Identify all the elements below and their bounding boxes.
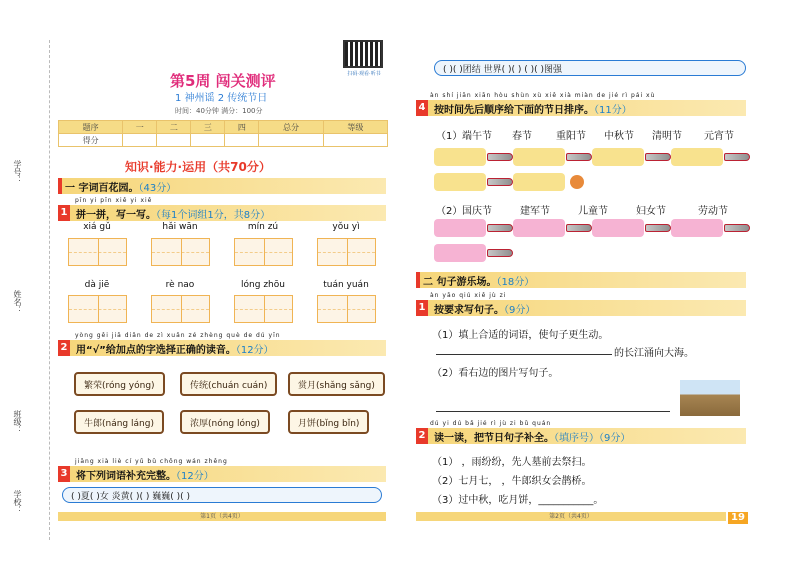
- festival: 儿童节: [578, 206, 608, 217]
- festival: 建军节: [520, 206, 550, 217]
- time-score-meta: 时间：40分钟 满分：100分: [175, 107, 263, 115]
- festival: 元宵节: [704, 131, 734, 142]
- writing-grid[interactable]: [234, 238, 293, 266]
- pronunciation-option[interactable]: 浓厚(nóng lóng): [180, 410, 270, 434]
- festival: 国庆节: [462, 206, 492, 217]
- q6-points: （填序号）（9分）: [554, 433, 631, 444]
- score-row-label: 得分: [59, 134, 123, 147]
- q5-sub1-tail: 的长江涌向大海。: [614, 348, 694, 359]
- page-number: 19: [728, 512, 748, 524]
- part2-header: [416, 272, 746, 288]
- q1-header: [58, 205, 386, 221]
- q4-group1-label: （1）: [436, 131, 463, 142]
- q1-word-pinyin: rè nao: [165, 280, 195, 290]
- pronunciation-option[interactable]: 赏月(shǎng sǎng): [288, 372, 385, 396]
- answer-slot[interactable]: [513, 173, 565, 191]
- q2-points: （12分）: [235, 345, 274, 356]
- score-cell[interactable]: [191, 134, 225, 147]
- name-label: 姓名：: [13, 290, 22, 314]
- rocket-icon: [724, 224, 750, 232]
- score-header: 总分: [259, 121, 323, 134]
- rocket-icon: [487, 249, 513, 257]
- writing-grid[interactable]: [68, 295, 127, 323]
- rocket-icon: [645, 224, 671, 232]
- answer-slot[interactable]: [434, 219, 486, 237]
- q5-sub1: （1）填上合适的词语，使句子更生动。: [432, 330, 609, 341]
- q2-number: 2: [58, 340, 70, 356]
- pronunciation-option[interactable]: 月饼(bǐng bǐn): [288, 410, 369, 434]
- answer-line[interactable]: [436, 345, 612, 355]
- q6-header: [416, 428, 746, 444]
- writing-grid[interactable]: [317, 238, 376, 266]
- q4-pinyin: àn shí jiān xiān hòu shùn xù xiě xià miàn de jié rì pái xù: [430, 92, 656, 99]
- q1-word-pinyin: yǒu yì: [332, 222, 360, 232]
- q3-pinyin: jiāng xià liè cí yǔ bǔ chōng wán zhěng: [75, 458, 228, 465]
- great-wall-image: [680, 380, 740, 416]
- q1-word-pinyin: mín zú: [247, 222, 279, 232]
- score-cell[interactable]: [323, 134, 387, 147]
- q6-pinyin: dú yi dú bǎ jié rì jù zi bǔ quán: [430, 420, 552, 427]
- pronunciation-option[interactable]: 牛郎(náng láng): [74, 410, 164, 434]
- qr-caption: 扫码·观看·听书: [347, 71, 381, 77]
- score-header: 题序: [59, 121, 123, 134]
- section-title: 知识·能力·运用（共70分）: [125, 160, 271, 174]
- qr-code[interactable]: [343, 40, 383, 68]
- answer-slot[interactable]: [434, 148, 486, 166]
- page-title: 第5周 闯关测评: [170, 72, 276, 90]
- answer-slot[interactable]: [592, 219, 644, 237]
- q2-header: [58, 340, 386, 356]
- rocket-icon: [487, 178, 513, 186]
- festival: 清明节: [652, 131, 682, 142]
- pronunciation-option[interactable]: 传统(chuán cuán): [180, 372, 277, 396]
- pronunciation-option[interactable]: 繁荣(róng yóng): [74, 372, 165, 396]
- answer-slot[interactable]: [513, 219, 565, 237]
- q6-text: 读一读，把节日句子补全。: [434, 433, 554, 444]
- part2-label: 二 句子游乐场。: [423, 277, 497, 288]
- q5-points: （9分）: [504, 305, 536, 316]
- footer-left: 第1页（共4页）: [58, 512, 386, 521]
- q1-points: （每1个词组1分，共8分）: [156, 210, 271, 221]
- festival: 春节: [512, 131, 532, 142]
- answer-slot[interactable]: [513, 148, 565, 166]
- top-fill-line[interactable]: ( )( )团结 世界( )( ) ( )( )图强: [434, 60, 746, 76]
- writing-grid[interactable]: [151, 238, 210, 266]
- part1-header: [58, 178, 386, 194]
- rocket-icon: [566, 153, 592, 161]
- festival: 中秋节: [604, 131, 634, 142]
- festival: 重阳节: [556, 131, 586, 142]
- rocket-icon: [487, 224, 513, 232]
- score-table: [58, 120, 388, 147]
- q3-fill-line[interactable]: ( )夏( )女 炎黄( )( ) 巍巍( )( ): [62, 487, 382, 503]
- q1-word-pinyin: tuán yuán: [323, 280, 369, 290]
- q1-word-pinyin: lóng zhōu: [241, 280, 285, 290]
- q1-word-pinyin: dà jiē: [84, 280, 110, 290]
- q4-points: （11分）: [594, 105, 632, 116]
- rocket-icon: [645, 153, 671, 161]
- q6-sentence: （1） ，雨纷纷，先人墓前去祭扫。: [432, 457, 592, 468]
- festival: 劳动节: [698, 206, 728, 217]
- part1-label: 一 字词百花园。: [65, 183, 139, 194]
- festival: 妇女节: [636, 206, 666, 217]
- q6-sentence: （2）七月七， ，牛郎织女会鹊桥。: [432, 476, 592, 487]
- q4-group2-label: （2）: [436, 206, 463, 217]
- q1-word-pinyin: hǎi wān: [162, 222, 198, 232]
- score-cell[interactable]: [225, 134, 259, 147]
- class-label: 班级：: [13, 410, 22, 434]
- footer-right: 第2页（共4页）: [416, 512, 726, 521]
- q4-text: 按时间先后顺序给下面的节日排序。: [434, 105, 594, 116]
- q5-text: 按要求写句子。: [434, 305, 504, 316]
- writing-grid[interactable]: [68, 238, 127, 266]
- answer-slot[interactable]: [434, 173, 486, 191]
- part1-points: （43分）: [138, 183, 177, 194]
- score-header: 一: [123, 121, 157, 134]
- q6-sentence: （3）过中秋，吃月饼，___________。: [432, 495, 604, 506]
- q5-header: [416, 300, 746, 316]
- q6-number: 2: [416, 428, 428, 444]
- rocket-icon: [566, 224, 592, 232]
- rocket-icon: [724, 153, 750, 161]
- score-cell[interactable]: [123, 134, 157, 147]
- rocket-icon: [487, 153, 513, 161]
- score-header: 四: [225, 121, 259, 134]
- q3-number: 3: [58, 466, 70, 482]
- answer-slot[interactable]: [434, 244, 486, 262]
- writing-grid[interactable]: [234, 295, 293, 323]
- q5-sub2: （2）看右边的图片写句子。: [432, 368, 559, 379]
- q2-pinyin: yòng gěi jiā diǎn de zì xuǎn zé zhèng què de dú yīn: [75, 332, 281, 339]
- score-header: 等级: [323, 121, 387, 134]
- binding-margin: [0, 40, 50, 540]
- writing-grid[interactable]: [317, 295, 376, 323]
- page-subtitle: 1 神州谣 2 传统节日: [175, 93, 268, 104]
- q1-text: 拼一拼，写一写。: [76, 210, 156, 221]
- q2-text: 用“√”给加点的字选择正确的读音。: [76, 345, 236, 356]
- score-cell[interactable]: [157, 134, 191, 147]
- q3-points: （12分）: [176, 471, 214, 482]
- q1-word-pinyin: xiá gǔ: [83, 222, 111, 232]
- score-header: 三: [191, 121, 225, 134]
- q1-number: 1: [58, 205, 70, 221]
- part2-points: （18分）: [496, 277, 535, 288]
- q1-pinyin: pīn yi pīn xiě yi xiě: [75, 197, 153, 204]
- answer-slot[interactable]: [592, 148, 644, 166]
- q3-text: 将下列词语补充完整。: [76, 471, 176, 482]
- student-id-label: 学号：: [13, 160, 22, 184]
- score-cell[interactable]: [259, 134, 323, 147]
- answer-slot[interactable]: [671, 148, 723, 166]
- answer-slot[interactable]: [671, 219, 723, 237]
- planet-icon: [570, 175, 584, 189]
- q5-number: 1: [416, 300, 428, 316]
- q4-number: 4: [416, 100, 428, 116]
- score-header: 二: [157, 121, 191, 134]
- answer-line[interactable]: [436, 402, 670, 412]
- writing-grid[interactable]: [151, 295, 210, 323]
- q4-header: [416, 100, 746, 116]
- festival: 端午节: [462, 131, 492, 142]
- school-label: 学校：: [13, 490, 22, 514]
- q5-pinyin: àn yāo qiú xiě jù zi: [430, 292, 507, 299]
- q3-header: [58, 466, 386, 482]
